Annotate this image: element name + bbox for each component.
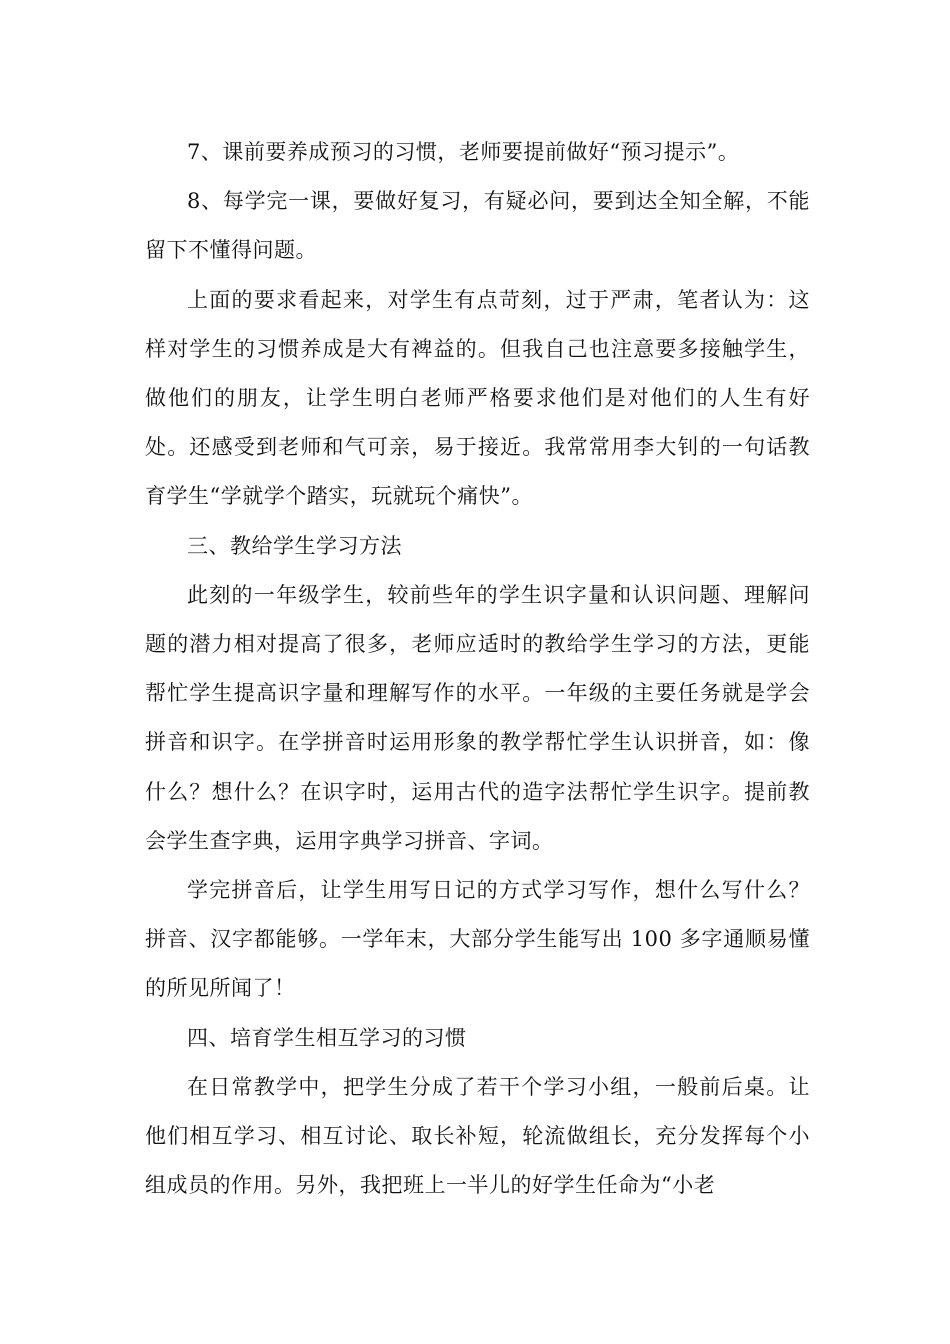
paragraph-study-groups: 在日常教学中，把学生分成了若干个学习小组，一般前后桌。让他们相互学习、相互讨论、取长补短，轮流做组长，充分发挥每个小组成员的作用。另外，我把班上一半儿的好学生任命为“小老: [145, 1074, 810, 1198]
document-body: [145, 128, 810, 1210]
paragraph-learning-methods: 此刻的一年级学生，较前些年的学生识字量和认识问题、理解问题的潜力相对提高了很多，老师应适时的教给学生学习的方法，更能帮忙学生提高识字量和理解写作的水平。一年级的主要任务就是学会拼音和识字。在学拼音时运用形象的教学帮忙学生认识拼音，如：像什么？想什么？在识字时，运用古代的造字法帮忙学生识字。提前教会学生查字典，运用字典学习拼音、字词。: [145, 582, 810, 853]
paragraph-requirements-commentary: 上面的要求看起来，对学生有点苛刻，过于严肃，笔者认为：这样对学生的习惯养成是大有裨益的。但我自己也注意要多接触学生，做他们的朋友，让学生明白老师严格要求他们是对他们的人生有好处。还感受到老师和气可亲，易于接近。我常常用李大钊的一句话教育学生“学就学个踏实，玩就玩个痛快”。: [145, 287, 810, 509]
paragraph-item-7: 7、课前要养成预习的习惯，老师要提前做好“预习提示”。: [187, 140, 740, 164]
paragraph-item-8: 8、每学完一课，要做好复习，有疑必问，要到达全知全解，不能留下不懂得问题。: [145, 189, 810, 263]
section-heading-3: 三、教给学生学习方法: [187, 533, 402, 558]
section-heading-4: 四、培育学生相互学习的习惯: [187, 1025, 467, 1050]
paragraph-diary-writing: 学完拼音后，让学生用写日记的方式学习写作，想什么写什么？拼音、汉字都能够。一学年末，大部分学生能写出 100 多字通顺易懂的所见所闻了！: [145, 878, 810, 1001]
